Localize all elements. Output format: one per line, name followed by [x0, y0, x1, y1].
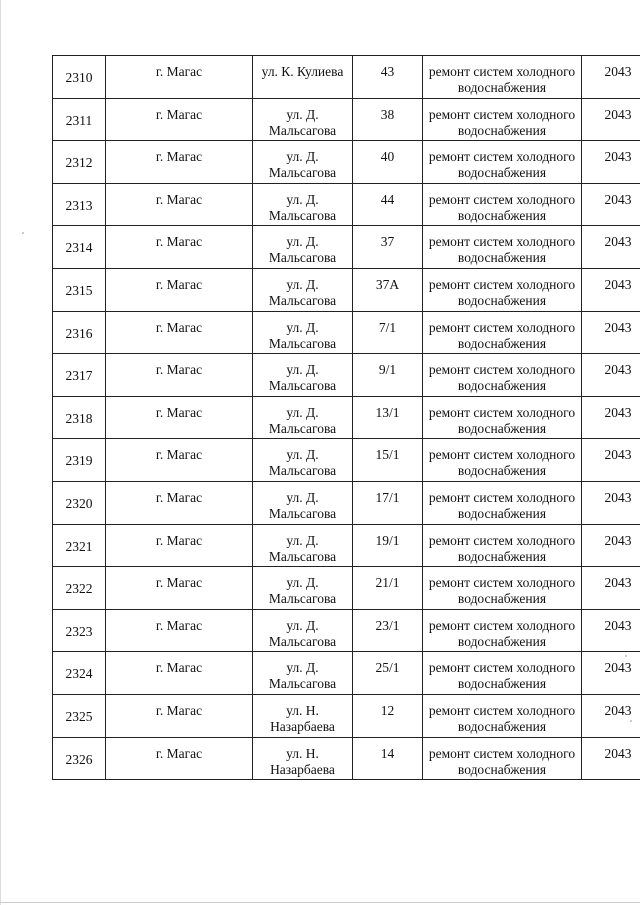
- row-number-cell: 2323: [53, 609, 106, 652]
- row-number-cell: 2311: [53, 98, 106, 141]
- city-cell: г. Магас: [106, 609, 253, 652]
- city-cell: г. Магас: [106, 268, 253, 311]
- city-cell: г. Магас: [106, 652, 253, 695]
- table-row: [53, 737, 640, 780]
- year-cell: 2043: [582, 396, 640, 439]
- table-row: [53, 56, 640, 99]
- house-number-cell: 25/1: [353, 652, 423, 695]
- table-row: [53, 226, 640, 269]
- street-cell: ул. Д. Мальсагова: [253, 354, 353, 397]
- house-number-cell: 15/1: [353, 439, 423, 482]
- city-cell: г. Магас: [106, 567, 253, 610]
- street-cell: ул. Н. Назарбаева: [253, 737, 353, 780]
- table-row: [53, 268, 640, 311]
- city-cell: г. Магас: [106, 56, 253, 99]
- house-number-cell: 40: [353, 141, 423, 184]
- work-type-cell: ремонт систем холодного водоснабжения: [423, 567, 582, 610]
- work-type-cell: ремонт систем холодного водоснабжения: [423, 268, 582, 311]
- street-cell: ул. Д. Мальсагова: [253, 652, 353, 695]
- street-cell: ул. Д. Мальсагова: [253, 98, 353, 141]
- scan-bottom-edge: [0, 902, 640, 903]
- city-cell: г. Магас: [106, 396, 253, 439]
- city-cell: г. Магас: [106, 141, 253, 184]
- city-cell: г. Магас: [106, 481, 253, 524]
- work-type-cell: ремонт систем холодного водоснабжения: [423, 652, 582, 695]
- house-number-cell: 17/1: [353, 481, 423, 524]
- year-cell: 2043: [582, 226, 640, 269]
- street-cell: ул. Д. Мальсагова: [253, 609, 353, 652]
- row-number-cell: 2318: [53, 396, 106, 439]
- house-number-cell: 37: [353, 226, 423, 269]
- year-cell: 2043: [582, 439, 640, 482]
- house-number-cell: 44: [353, 183, 423, 226]
- table-row: [53, 524, 640, 567]
- city-cell: г. Магас: [106, 354, 253, 397]
- work-type-cell: ремонт систем холодного водоснабжения: [423, 481, 582, 524]
- housing-register-table: [52, 55, 640, 780]
- work-type-cell: ремонт систем холодного водоснабжения: [423, 183, 582, 226]
- city-cell: г. Магас: [106, 694, 253, 737]
- house-number-cell: 37А: [353, 268, 423, 311]
- city-cell: г. Магас: [106, 524, 253, 567]
- street-cell: ул. Д. Мальсагова: [253, 567, 353, 610]
- house-number-cell: 38: [353, 98, 423, 141]
- work-type-cell: ремонт систем холодного водоснабжения: [423, 439, 582, 482]
- row-number-cell: 2324: [53, 652, 106, 695]
- year-cell: 2043: [582, 311, 640, 354]
- work-type-cell: ремонт систем холодного водоснабжения: [423, 226, 582, 269]
- table-row: [53, 311, 640, 354]
- city-cell: г. Магас: [106, 439, 253, 482]
- table-row: [53, 98, 640, 141]
- year-cell: 2043: [582, 98, 640, 141]
- house-number-cell: 7/1: [353, 311, 423, 354]
- street-cell: ул. Д. Мальсагова: [253, 268, 353, 311]
- register-body: [53, 56, 640, 780]
- work-type-cell: ремонт систем холодного водоснабжения: [423, 396, 582, 439]
- row-number-cell: 2321: [53, 524, 106, 567]
- year-cell: 2043: [582, 268, 640, 311]
- street-cell: ул. Д. Мальсагова: [253, 481, 353, 524]
- city-cell: г. Магас: [106, 737, 253, 780]
- table-row: [53, 354, 640, 397]
- row-number-cell: 2314: [53, 226, 106, 269]
- work-type-cell: ремонт систем холодного водоснабжения: [423, 354, 582, 397]
- row-number-cell: 2322: [53, 567, 106, 610]
- work-type-cell: ремонт систем холодного водоснабжения: [423, 141, 582, 184]
- scan-speck: [22, 232, 24, 234]
- city-cell: г. Магас: [106, 98, 253, 141]
- city-cell: г. Магас: [106, 226, 253, 269]
- street-cell: ул. Д. Мальсагова: [253, 183, 353, 226]
- year-cell: 2043: [582, 141, 640, 184]
- work-type-cell: ремонт систем холодного водоснабжения: [423, 98, 582, 141]
- city-cell: г. Магас: [106, 311, 253, 354]
- year-cell: 2043: [582, 567, 640, 610]
- table-row: [53, 396, 640, 439]
- table-row: [53, 439, 640, 482]
- row-number-cell: 2320: [53, 481, 106, 524]
- table-row: [53, 567, 640, 610]
- work-type-cell: ремонт систем холодного водоснабжения: [423, 737, 582, 780]
- work-type-cell: ремонт систем холодного водоснабжения: [423, 524, 582, 567]
- row-number-cell: 2317: [53, 354, 106, 397]
- year-cell: 2043: [582, 609, 640, 652]
- street-cell: ул. Д. Мальсагова: [253, 439, 353, 482]
- city-cell: г. Магас: [106, 183, 253, 226]
- year-cell: 2043: [582, 652, 640, 695]
- year-cell: 2043: [582, 737, 640, 780]
- row-number-cell: 2313: [53, 183, 106, 226]
- house-number-cell: 12: [353, 694, 423, 737]
- house-number-cell: 13/1: [353, 396, 423, 439]
- year-cell: 2043: [582, 694, 640, 737]
- table-row: [53, 609, 640, 652]
- year-cell: 2043: [582, 481, 640, 524]
- year-cell: 2043: [582, 183, 640, 226]
- house-number-cell: 19/1: [353, 524, 423, 567]
- street-cell: ул. Д. Мальсагова: [253, 226, 353, 269]
- street-cell: ул. К. Кулиева: [253, 56, 353, 99]
- house-number-cell: 21/1: [353, 567, 423, 610]
- row-number-cell: 2316: [53, 311, 106, 354]
- table-row: [53, 652, 640, 695]
- work-type-cell: ремонт систем холодного водоснабжения: [423, 609, 582, 652]
- row-number-cell: 2312: [53, 141, 106, 184]
- street-cell: ул. Д. Мальсагова: [253, 524, 353, 567]
- house-number-cell: 14: [353, 737, 423, 780]
- row-number-cell: 2315: [53, 268, 106, 311]
- street-cell: ул. Д. Мальсагова: [253, 396, 353, 439]
- work-type-cell: ремонт систем холодного водоснабжения: [423, 56, 582, 99]
- house-number-cell: 9/1: [353, 354, 423, 397]
- table-row: [53, 481, 640, 524]
- row-number-cell: 2326: [53, 737, 106, 780]
- street-cell: ул. Д. Мальсагова: [253, 141, 353, 184]
- street-cell: ул. Н. Назарбаева: [253, 694, 353, 737]
- street-cell: ул. Д. Мальсагова: [253, 311, 353, 354]
- row-number-cell: 2310: [53, 56, 106, 99]
- house-number-cell: 43: [353, 56, 423, 99]
- work-type-cell: ремонт систем холодного водоснабжения: [423, 694, 582, 737]
- year-cell: 2043: [582, 56, 640, 99]
- year-cell: 2043: [582, 354, 640, 397]
- table-row: [53, 694, 640, 737]
- row-number-cell: 2325: [53, 694, 106, 737]
- row-number-cell: 2319: [53, 439, 106, 482]
- work-type-cell: ремонт систем холодного водоснабжения: [423, 311, 582, 354]
- scan-edge: [0, 0, 1, 905]
- house-number-cell: 23/1: [353, 609, 423, 652]
- table-row: [53, 141, 640, 184]
- year-cell: 2043: [582, 524, 640, 567]
- table-row: [53, 183, 640, 226]
